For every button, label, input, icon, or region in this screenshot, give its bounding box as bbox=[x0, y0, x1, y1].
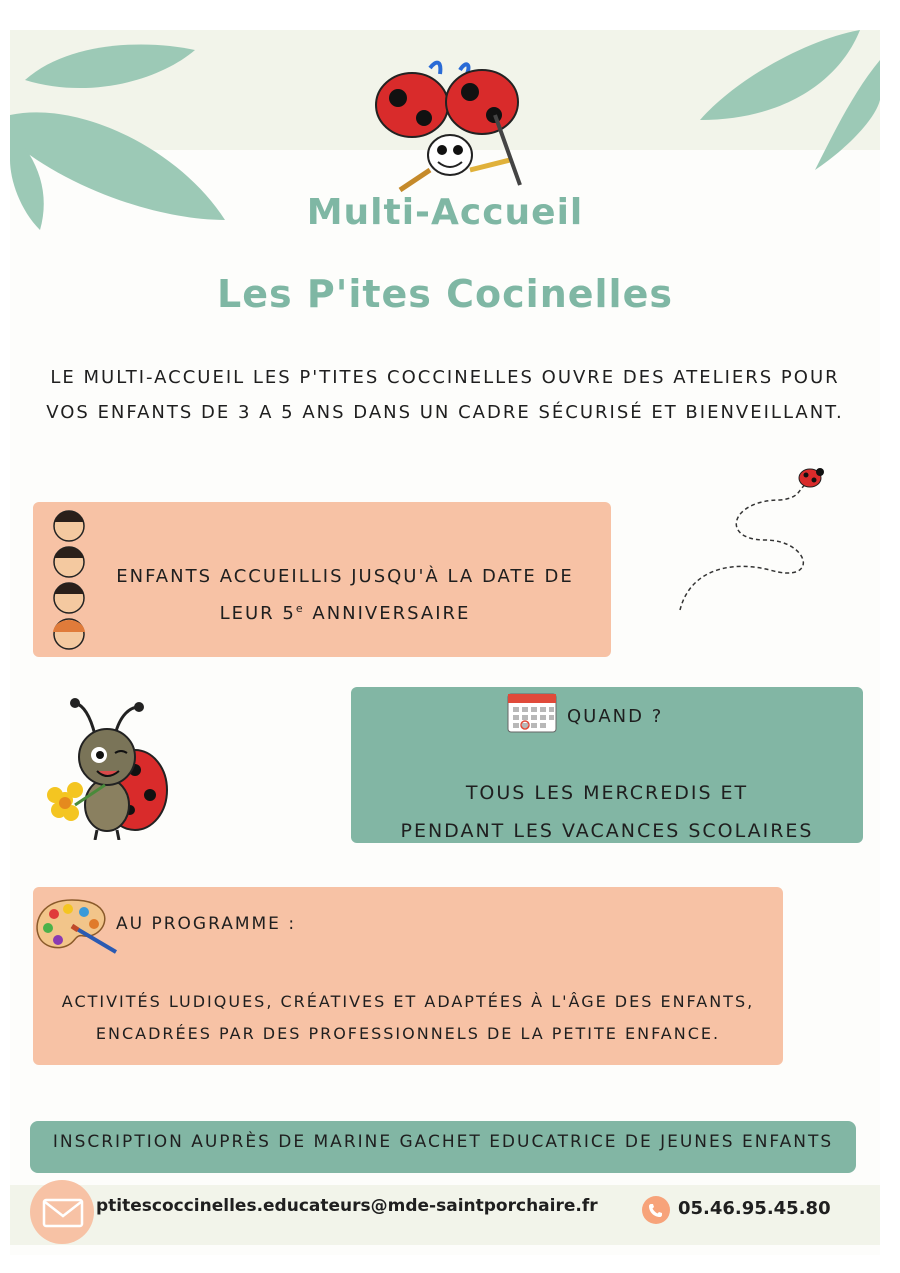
when-text bbox=[351, 774, 863, 850]
ladybug-artist-icon bbox=[370, 60, 530, 195]
age-line2-suffix: ANNIVERSAIRE bbox=[304, 603, 471, 624]
palette-icon bbox=[32, 896, 118, 956]
age-line1: ENFANTS ACCUEILLIS JUSQU'À LA DATE DE bbox=[116, 566, 574, 587]
ladybug-flight-icon bbox=[670, 460, 830, 620]
title-multi-accueil: Multi-Accueil bbox=[306, 192, 584, 233]
program-line1: ACTIVITÉS LUDIQUES, CRÉATIVES ET ADAPTÉES À L'ÂGE DES ENFANTS, bbox=[61, 992, 755, 1011]
flyer-page bbox=[10, 30, 880, 1255]
phone-number[interactable]: 05.46.95.45.80 bbox=[678, 1198, 831, 1219]
age-line2-prefix: LEUR 5 bbox=[219, 603, 296, 624]
inscription-text: INSCRIPTION AUPRÈS DE MARINE GACHET EDUCATRICE DE JEUNES ENFANTS bbox=[52, 1132, 834, 1152]
email-link[interactable]: ptitescoccinelles.educateurs@mde-saintporchaire.fr bbox=[96, 1196, 598, 1216]
when-label: QUAND ? bbox=[567, 706, 664, 727]
program-line2: ENCADRÉES PAR DES PROFESSIONNELS DE LA PETITE ENFANCE. bbox=[95, 1024, 721, 1043]
when-line2: PENDANT LES VACANCES SCOLAIRES bbox=[400, 820, 814, 842]
program-text bbox=[33, 986, 783, 1050]
intro-text: LE MULTI-ACCUEIL LES P'TITES COCCINELLES OUVRE DES ATELIERS POUR VOS ENFANTS DE 3 A 5 ANS DANS UN CADRE SÉCURISÉ ET BIENVEILLANT. bbox=[46, 367, 844, 423]
leaf-right-icon bbox=[695, 30, 880, 190]
ladybug-flower-icon bbox=[35, 695, 175, 840]
program-label: AU PROGRAMME : bbox=[116, 914, 297, 934]
phone-icon bbox=[648, 1202, 664, 1218]
title-ptites-cocinelles: Les P'ites Cocinelles bbox=[217, 272, 673, 316]
when-line1: TOUS LES MERCREDIS ET bbox=[465, 782, 749, 804]
calendar-icon bbox=[506, 690, 558, 734]
mail-icon bbox=[42, 1198, 84, 1228]
age-line2-sup: e bbox=[295, 602, 305, 615]
age-text bbox=[80, 561, 610, 630]
